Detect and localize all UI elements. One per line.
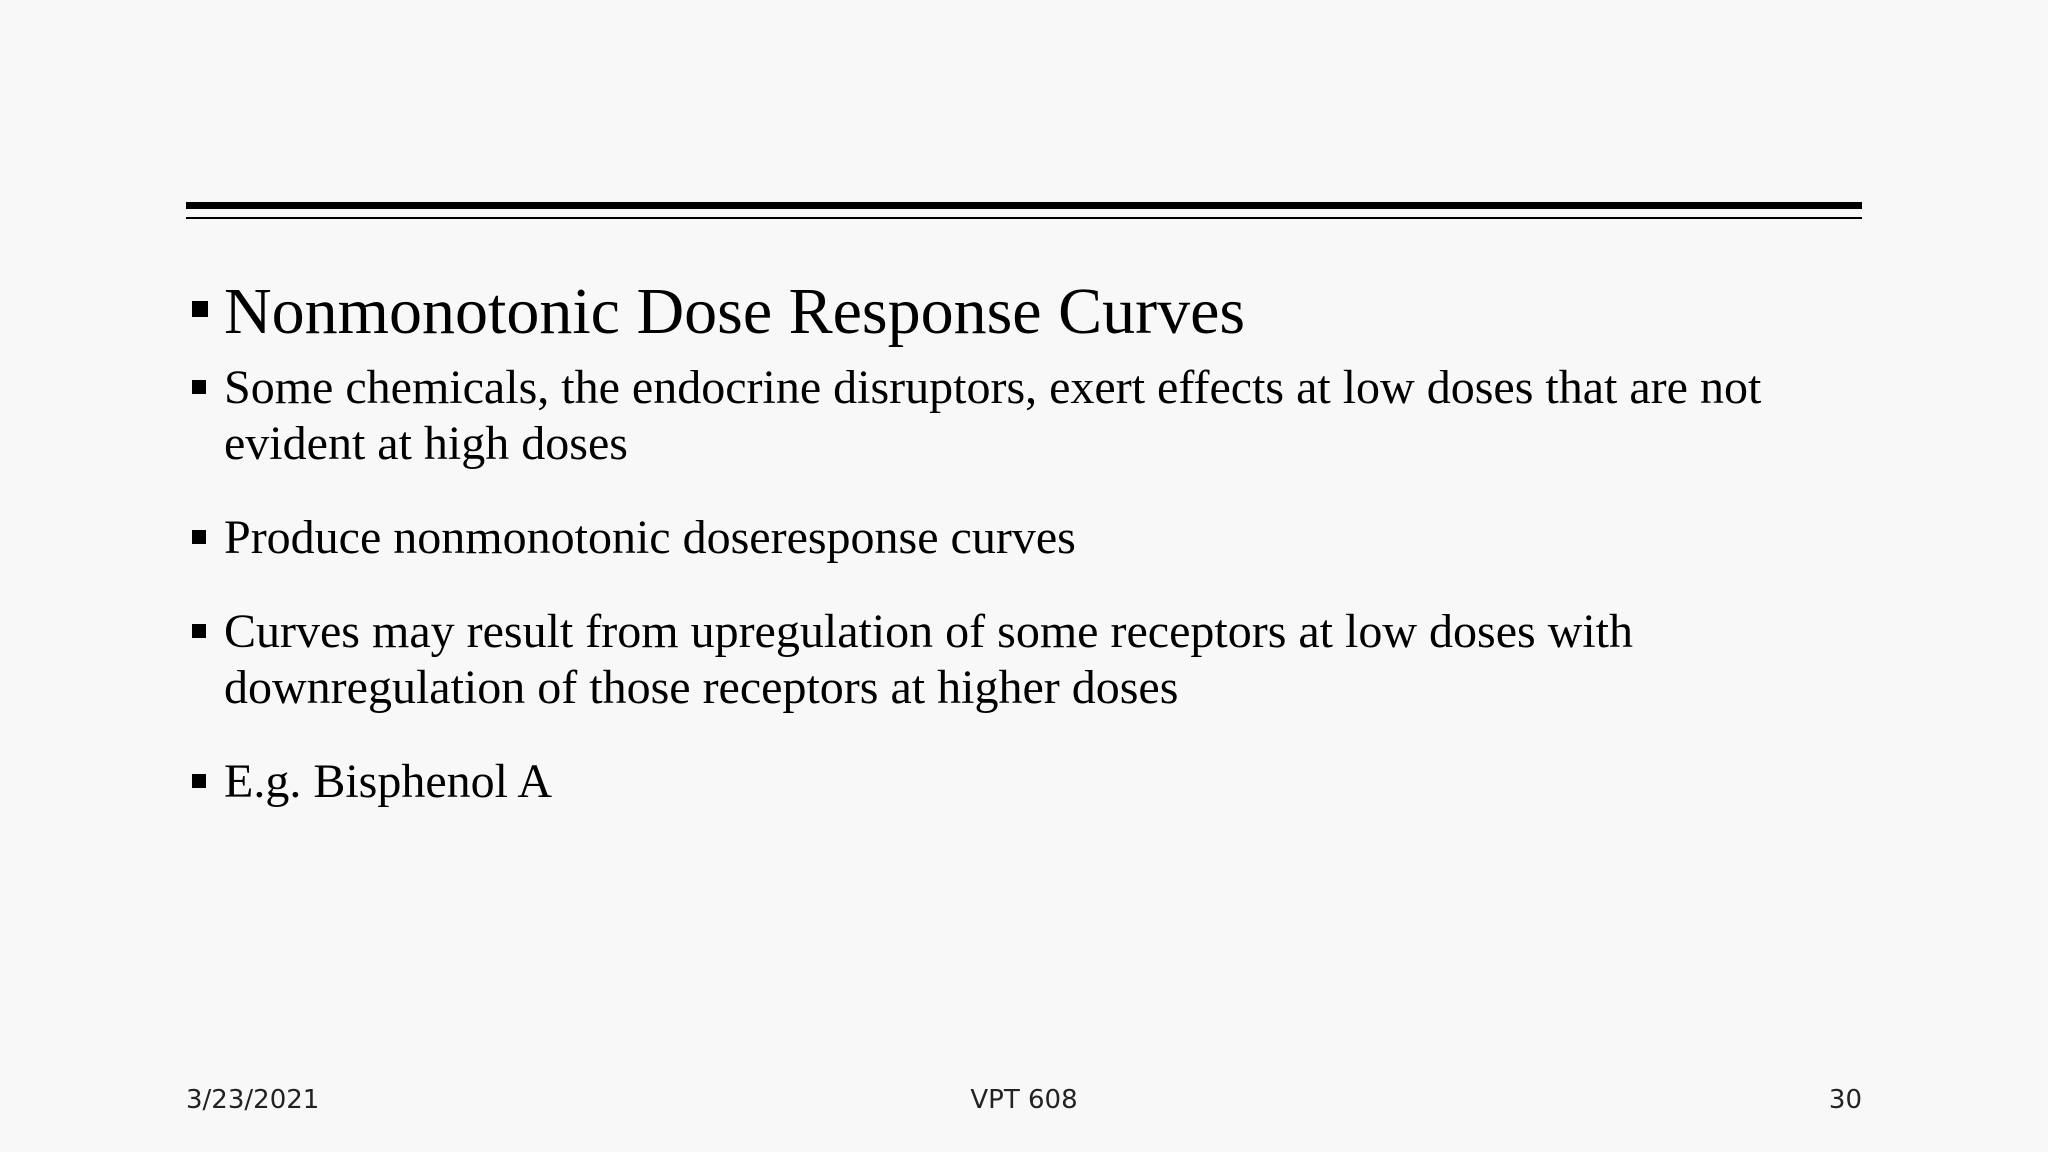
square-bullet-icon [192,380,206,394]
bullet-item [186,754,1866,810]
bullet-line: evident at high doses [224,417,628,470]
footer-date: 3/23/2021 [186,1085,320,1115]
square-bullet-icon [192,624,206,638]
bullet-line: Curves may result from upregulation of some receptors at low doses with [224,605,1634,658]
slide-content [186,272,1866,848]
square-bullet-icon [192,774,206,788]
footer-course: VPT 608 [970,1085,1078,1115]
title-rule-thick [186,202,1862,209]
bullet-item [186,360,1866,472]
bullet-line: Produce nonmonotonic doseresponse curves [224,511,1076,564]
bullet-line: E.g. Bisphenol A [224,755,553,808]
bullet-line: Some chemicals, the endocrine disruptors, exert effects at low doses that are not [224,361,1762,414]
bullet-item [186,604,1866,716]
slide-heading [186,272,1866,352]
title-rule-thin [186,217,1862,219]
square-bullet-icon [192,530,206,544]
footer-page-number: 30 [1828,1085,1862,1115]
bullet-item [186,510,1866,566]
bullet-line: downregulation of those receptors at higher doses [224,661,1179,714]
heading-text: Nonmonotonic Dose Response Curves [224,275,1246,348]
square-bullet-icon [192,301,208,317]
